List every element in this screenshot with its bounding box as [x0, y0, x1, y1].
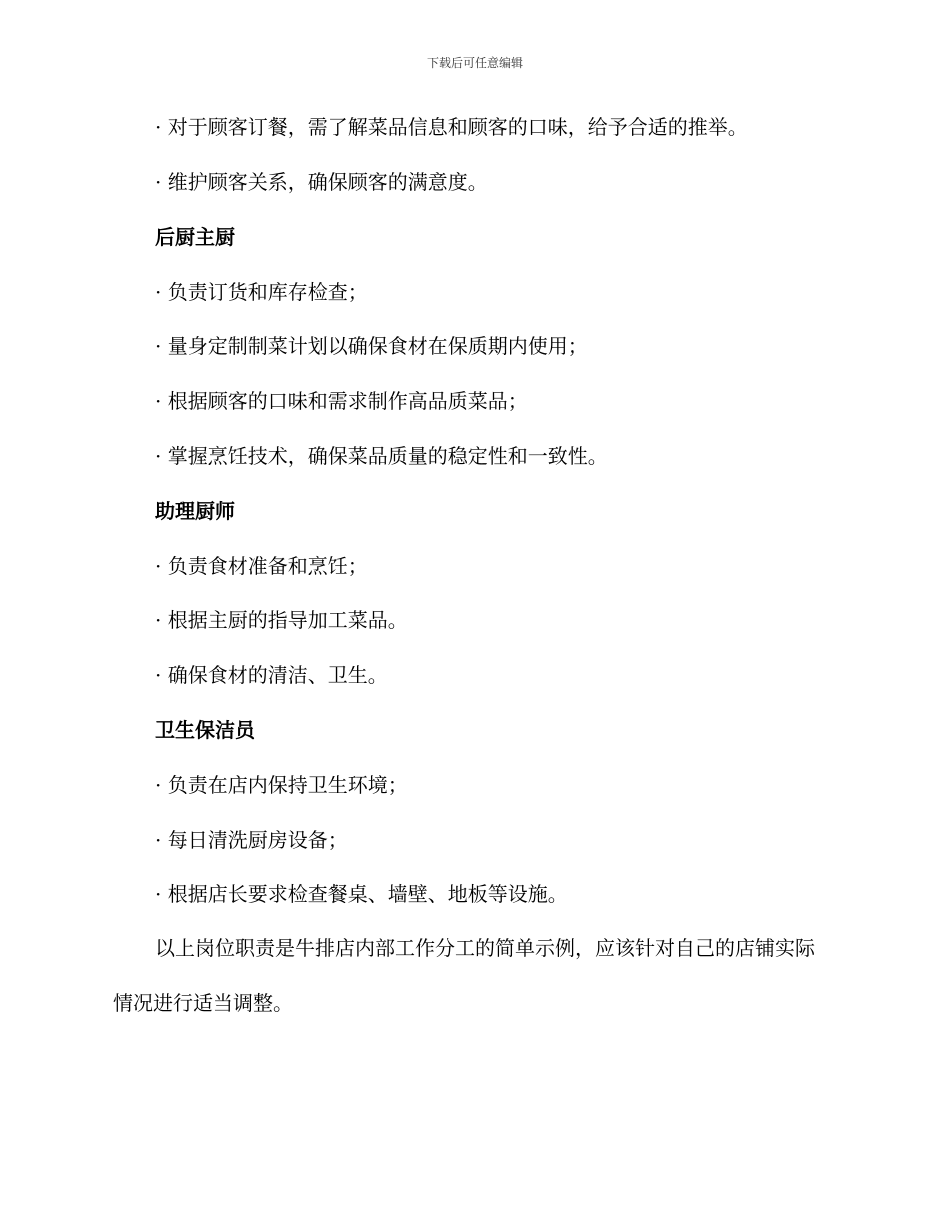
bullet-item: · 负责订货和库存检查； [155, 280, 368, 304]
bullet-item: · 维护顾客关系，确保顾客的满意度。 [155, 170, 488, 194]
bullet-item: · 根据顾客的口味和需求制作高品质菜品； [155, 389, 528, 413]
section-heading: 助理厨师 [155, 499, 235, 523]
bullet-item: · 根据主厨的指导加工菜品。 [155, 608, 408, 632]
bullet-item: · 负责在店内保持卫生环境； [155, 773, 408, 797]
bullet-item: · 对于顾客订餐，需了解菜品信息和顾客的口味，给予合适的推举。 [155, 115, 748, 139]
section-heading: 卫生保洁员 [155, 718, 255, 742]
bullet-item: · 确保食材的清洁、卫生。 [155, 663, 388, 687]
bullet-item: · 掌握烹饪技术，确保菜品质量的稳定性和一致性。 [155, 444, 608, 468]
bullet-item: · 根据店长要求检查餐桌、墙壁、地板等设施。 [155, 882, 568, 906]
closing-paragraph: 以上岗位职责是牛排店内部工作分工的简单示例，应该针对自己的店铺实际情况进行适当调整。 [113, 936, 815, 1015]
page-header: 下载后可任意编辑 [426, 56, 523, 70]
bullet-item: · 每日清洗厨房设备； [155, 828, 348, 852]
section-heading: 后厨主厨 [155, 225, 235, 249]
bullet-item: · 负责食材准备和烹饪； [155, 554, 368, 578]
bullet-item: · 量身定制制菜计划以确保食材在保质期内使用； [155, 334, 588, 358]
